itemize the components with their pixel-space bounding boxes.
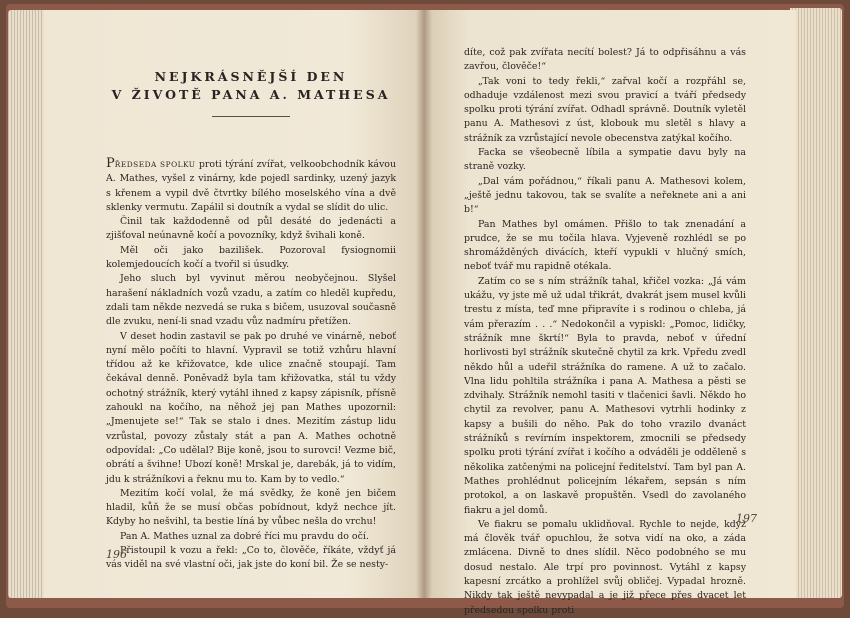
- paragraph: Jeho sluch byl vyvinut měrou neobyčejnou. Slyšel harašení nákladních vozů vzadu, a zatím co hleděl kupředu, zdali tam někde nezvedá se ruka s bičem, usuzoval současně dle zvuku, není-li snad vzadu vůz nadmíru přetížen.: [106, 273, 396, 328]
- right-page: [424, 10, 796, 616]
- title-rule: [212, 116, 290, 117]
- paragraph: Měl oči jako bazilišek. Pozoroval fysiognomii kolemjedoucích kočí a tvořil si úsudky.: [106, 244, 396, 271]
- paragraph: Mezitím kočí volal, že má svědky, že koně jen bičem hladil, kůň že se musí občas pobídnout, když nechce jít. Kdyby ho nešvihl, ta bestie líná by vůbec nešla do vrchu!: [106, 487, 396, 528]
- left-page: [44, 10, 424, 598]
- page-edges-right: [790, 8, 842, 598]
- chapter-title-line2: V ŽIVOTĚ PANA A. MATHESA: [111, 87, 391, 102]
- opening-smallcaps: ŘEDSEDA SPOLKU: [114, 160, 196, 169]
- paragraph: Pan Mathes byl omámen. Přišlo to tak znenadání a prudce, že se mu točila hlava. Vyjeveně rozhlédl se po shromážděných divácích, kteří vypukli v hlučný smích, neboť tvář mu rapidně otékala.: [464, 218, 746, 273]
- continuation-paragraph: díte, což pak zvířata necítí bolest? Já to odpřisáhnu a vás zavřou, člověče!“: [464, 47, 746, 73]
- book-gutter: [416, 10, 432, 598]
- paragraph: Zatím co se s ním strážník tahal, křičel vozka: „Já vám ukážu, vy jste mě už udal třikrát, dvakrát jsem musel kvůli trestu z místa, teď mne připravíte i s rodinou o chleba, já vám přerazím . . .“ Nedokončil a vypiskl: „Pomoc, lidičky, strážník mne škrtí!“ Byla to pravda, neboť v úřední horlivosti byl strážník skutečně chytil za krk. Vpředu zvedl někdo hůl a udeřil strážníka do ramene. A už to začalo. Vlna lidu pohltila strážníka i pana A. Mathesa a pěsti se zdvihaly. Strážník nemohl tasiti v tlačenici šavli. Někdo ho chytil za revolver, panu A. Mathesovi vytrhli hodinky z kapsy a bušili do něho. Pak do toho vrazilo dvanáct strážníků s revírním inspektorem, zmocnili se předsedy spolku proti týrání zvířat i kočího a odváděli je odděleně s několika zatčenými na policejní ředitelství. Tam byl pan A. Mathes prohlédnut policejním lékařem, sepsán s ním protokol, a on laskavě propuštěn. Vsedl do zavolaného fiakru a jel domů.: [464, 275, 746, 516]
- paragraph: Ve fiakru se pomalu uklidňoval. Rychle to nejde, když má člověk tvář opuchlou, že sotva vidí na oko, a záda zmlácena. Divně to dnes slídil. Něco podobného se mu dosud nestalo. Ale trpí pro povinnost. Vytáhl z kapsy kapesní zrcátko a prohlížel svůj obličej. Vypadal hrozně. Nikdy tak ještě nevypadal a je již přece přes dvacet let předsedou spolku proti: [464, 518, 746, 616]
- page-number-left: 196: [106, 548, 127, 561]
- chapter-title-line1: NEJKRÁSNĚJŠÍ DEN: [154, 69, 348, 84]
- drop-cap: P: [106, 156, 115, 171]
- paragraph: V deset hodin zastavil se pak po druhé ve vinárně, neboť nyní mělo počíti to hlavní. Vypravil se totiž vzhůru hlavní třídou až ke křižovatce, kde ulice značně stoupají. Tam čekával denně. Poněvadž byla tam křižovatka, stál tu vždy ochotný strážník, který vytáhl ihned z kapsy zápisník, přísně zahoukl na kočího, na něhož jej pan Mathes upozornil: „Jmenujete se!“ Tak se stalo i dnes. Mezitím zástup lidu vzrůstal, povozy zůstaly stát a pan A. Mathes ochotně odpovídal: „Co udělal? Bije koně, jsou to surovci! Vezme bič, obrátí a švihne! Ubozí koně! Mrskal je, darebák, já to vidím, jdu k strážníkovi a řeknu mu to. Kam by to vedlo.“: [106, 330, 396, 485]
- opening-paragraph: [106, 157, 396, 215]
- opening-text: proti týrání zvířat, velkoobchodník kávou A. Mathes, vyšel z vinárny, kde pojedl sardinky, uzený jazyk s křenem a vypil dvě čtvrtky bílého moselského vína a dvě sklenky vermutu. Zapálil si doutník a vydal se slídit do ulic.: [106, 159, 396, 213]
- paragraph: Činil tak každodenně od půl desáté do jedenácti a zjišťoval neúnavně kočí a povozníky, když švihali koně.: [106, 216, 396, 242]
- chapter-title: [106, 68, 396, 104]
- paragraph: Facka se všeobecně líbila a sympatie davu byly na straně vozky.: [464, 147, 746, 173]
- page-number-right: 197: [736, 512, 757, 525]
- paragraph: Pan A. Mathes uznal za dobré říci mu pravdu do očí.: [120, 530, 369, 542]
- paragraph: Přistoupil k vozu a řekl: „Co to, člověče, říkáte, vždyť já vás viděl na své vlastní oči, jak jste do koní bil. Že se nesty-: [106, 545, 396, 571]
- paragraph: „Dal vám pořádnou,“ říkali panu A. Mathesovi kolem, „ještě jednu takovou, tak se svalíte a neřeknete ani a ani b!“: [464, 175, 746, 216]
- paragraph: „Tak voni to tedy řekli,“ zařval kočí a rozpřáhl se, odhaduje vzdálenost mezi svou pravicí a tváří předsedy spolku proti týrání zvířat. Odhadl správně. Doutník vyletěl panu A. Mathesovi z úst, klobouk mu sletěl s hlavy a strážník za vzrůstající nevole obecenstva zatýkal kočího.: [464, 75, 746, 144]
